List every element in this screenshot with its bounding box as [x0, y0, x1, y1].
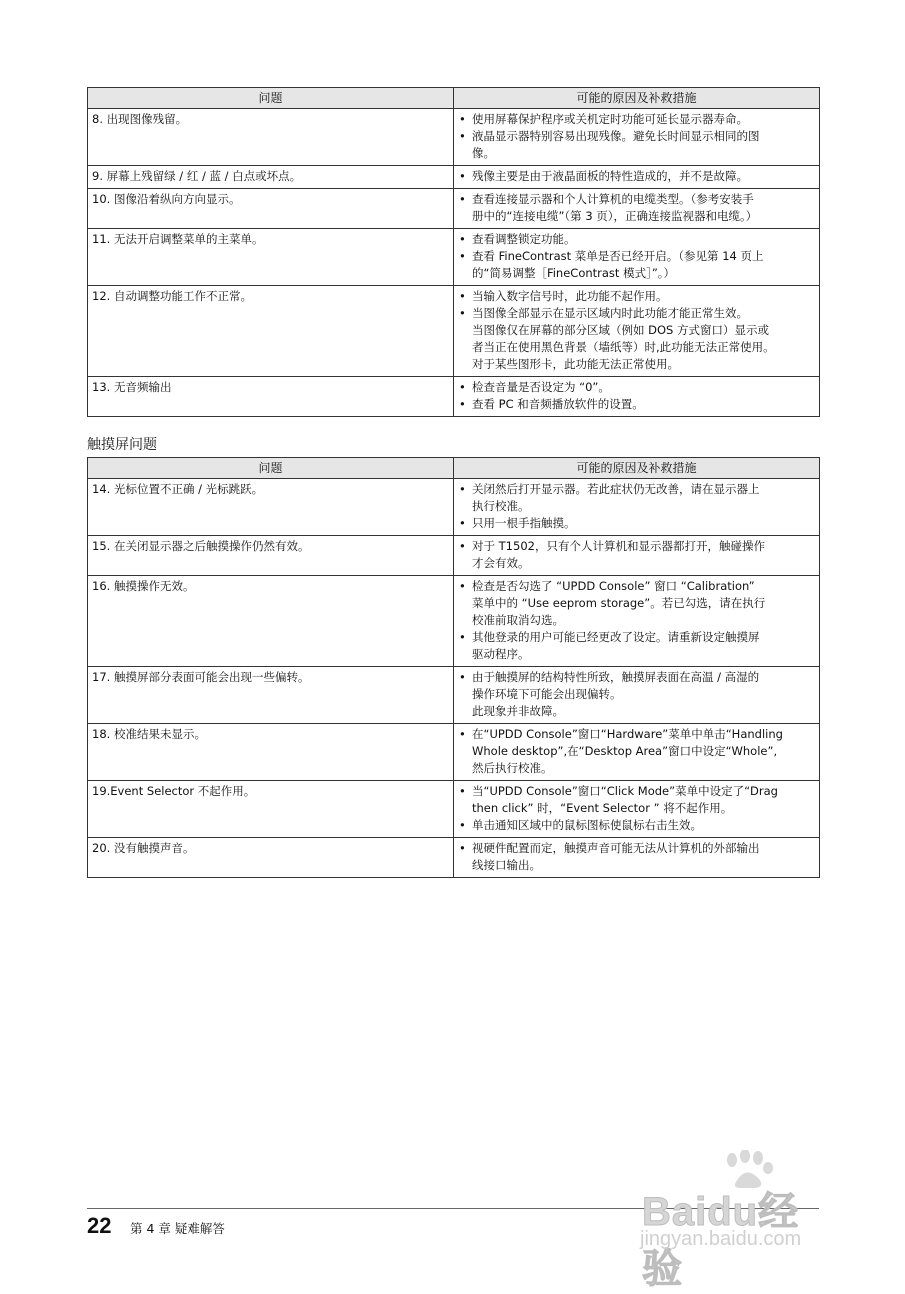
table-row — [88, 838, 820, 878]
problem-cell: 11. 无法开启调整菜单的主菜单。 — [88, 229, 454, 286]
problem-cell: 20. 没有触摸声音。 — [88, 838, 454, 878]
bullet-icon: • — [459, 249, 466, 263]
solution-cell — [454, 667, 820, 724]
solution-bullet-line — [458, 481, 815, 498]
bullet-icon: • — [459, 380, 466, 394]
solution-cell — [454, 166, 820, 189]
solution-text: 单击通知区域中的鼠标图标使鼠标右击生效。 — [472, 818, 702, 832]
header-solution: 可能的原因及补救措施 — [454, 88, 820, 109]
solution-cell — [454, 724, 820, 781]
solution-bullet-line — [458, 817, 815, 834]
solution-text: 残像主要是由于液晶面板的特性造成的，并不是故障。 — [472, 169, 748, 183]
problem-cell: 17. 触摸屏部分表面可能会出现一些偏转。 — [88, 667, 454, 724]
solution-text: 执行校准。 — [472, 499, 530, 513]
solution-continuation-line — [458, 646, 815, 663]
solution-continuation-line — [458, 356, 815, 373]
solution-text: 对于某些图形卡，此功能无法正常使用。 — [472, 357, 679, 371]
solution-bullet-line — [458, 128, 815, 145]
problem-cell: 10. 图像沿着纵向方向显示。 — [88, 189, 454, 229]
solution-text: 只用一根手指触摸。 — [472, 516, 576, 530]
solution-continuation-line — [458, 686, 815, 703]
solution-text: 关闭然后打开显示器。若此症状仍无改善，请在显示器上 — [472, 482, 760, 496]
bullet-icon: • — [459, 482, 466, 496]
solution-continuation-line — [458, 265, 815, 282]
solution-cell — [454, 576, 820, 667]
header-problem: 问题 — [88, 458, 454, 479]
solution-bullet-line — [458, 538, 815, 555]
table-row — [88, 479, 820, 536]
header-problem: 问题 — [88, 88, 454, 109]
table-header-row — [88, 458, 820, 479]
solution-text: 对于 T1502，只有个人计算机和显示器都打开，触碰操作 — [472, 539, 765, 553]
solution-continuation-line — [458, 857, 815, 874]
solution-continuation-line — [458, 743, 815, 760]
page-number: 22 — [87, 1213, 112, 1238]
solution-continuation-line — [458, 145, 815, 162]
table-row — [88, 781, 820, 838]
solution-bullet-line — [458, 629, 815, 646]
solution-text: 检查是否勾选了 “UPDD Console” 窗口 “Calibration” — [472, 579, 755, 593]
solution-text: 线接口输出。 — [472, 858, 541, 872]
problem-cell: 15. 在关闭显示器之后触摸操作仍然有效。 — [88, 536, 454, 576]
solution-text: 当输入数字信号时，此功能不起作用。 — [472, 289, 668, 303]
problem-cell: 18. 校准结果未显示。 — [88, 724, 454, 781]
table-row — [88, 166, 820, 189]
solution-bullet-line — [458, 231, 815, 248]
bullet-icon: • — [459, 670, 466, 684]
chapter-label: 第 4 章 疑难解答 — [130, 1221, 225, 1236]
table-row — [88, 536, 820, 576]
solution-text: 校准前取消勾选。 — [472, 613, 564, 627]
troubleshooting-table-touch — [87, 457, 820, 878]
solution-bullet-line — [458, 396, 815, 413]
solution-text: 菜单中的 “Use eeprom storage”。若已勾选，请在执行 — [472, 596, 766, 610]
table-row — [88, 576, 820, 667]
solution-text: 查看调整锁定功能。 — [472, 232, 576, 246]
section-heading-touch: 触摸屏问题 — [87, 437, 157, 453]
solution-continuation-line — [458, 555, 815, 572]
bullet-icon: • — [459, 232, 466, 246]
problem-cell: 12. 自动调整功能工作不正常。 — [88, 286, 454, 377]
solution-continuation-line — [458, 208, 815, 225]
solution-cell — [454, 536, 820, 576]
bullet-icon: • — [459, 289, 466, 303]
solution-text: 册中的“连接电缆”（第 3 页），正确连接监视器和电缆。） — [472, 209, 758, 223]
table-row — [88, 377, 820, 417]
solution-bullet-line — [458, 783, 815, 800]
problem-cell: 16. 触摸操作无效。 — [88, 576, 454, 667]
watermark-brand: Baidu经验 — [642, 1190, 800, 1291]
bullet-icon: • — [459, 841, 466, 855]
table-header-row — [88, 88, 820, 109]
solution-cell — [454, 838, 820, 878]
solution-bullet-line — [458, 248, 815, 265]
problem-cell: 9. 屏幕上残留绿 / 红 / 蓝 / 白点或坏点。 — [88, 166, 454, 189]
solution-continuation-line — [458, 703, 815, 720]
solution-continuation-line — [458, 760, 815, 777]
solution-cell — [454, 189, 820, 229]
bullet-icon: • — [459, 516, 466, 530]
solution-continuation-line — [458, 339, 815, 356]
solution-bullet-line — [458, 288, 815, 305]
solution-text: 操作环境下可能会出现偏转。 — [472, 687, 622, 701]
solution-text: 使用屏幕保护程序或关机定时功能可延长显示器寿命。 — [472, 112, 748, 126]
table-row — [88, 724, 820, 781]
solution-text: 当“UPDD Console”窗口“Click Mode”菜单中设定了“Drag — [472, 784, 778, 798]
table-row — [88, 667, 820, 724]
solution-text: 查看 PC 和音频播放软件的设置。 — [472, 397, 644, 411]
solution-text: 驱动程序。 — [472, 647, 530, 661]
solution-text: 在“UPDD Console”窗口“Hardware”菜单中单击“Handling — [472, 727, 783, 741]
solution-cell — [454, 781, 820, 838]
bullet-icon: • — [459, 630, 466, 644]
solution-text: 者当正在使用黑色背景（墙纸等）时,此功能无法正常使用。 — [472, 340, 775, 354]
solution-text: 由于触摸屏的结构特性所致，触摸屏表面在高温 / 高湿的 — [472, 670, 760, 684]
solution-bullet-line — [458, 111, 815, 128]
solution-text: 液晶显示器特别容易出现残像。避免长时间显示相同的图 — [472, 129, 760, 143]
bullet-icon: • — [459, 112, 466, 126]
solution-bullet-line — [458, 191, 815, 208]
table-row — [88, 109, 820, 166]
header-solution: 可能的原因及补救措施 — [454, 458, 820, 479]
solution-bullet-line — [458, 840, 815, 857]
bullet-icon: • — [459, 192, 466, 206]
solution-text: 查看 FineContrast 菜单是否已经开启。（参见第 14 页上 — [472, 249, 764, 263]
solution-text: 检查音量是否设定为 “0”。 — [472, 380, 610, 394]
solution-continuation-line — [458, 595, 815, 612]
table-row — [88, 229, 820, 286]
solution-bullet-line — [458, 669, 815, 686]
bullet-icon: • — [459, 539, 466, 553]
watermark-site: jingyan.baidu.com — [640, 1228, 802, 1250]
solution-continuation-line — [458, 322, 815, 339]
solution-bullet-line — [458, 726, 815, 743]
problem-cell: 14. 光标位置不正确 / 光标跳跃。 — [88, 479, 454, 536]
solution-continuation-line — [458, 498, 815, 515]
bullet-icon: • — [459, 169, 466, 183]
solution-text: 视硬件配置而定，触摸声音可能无法从计算机的外部输出 — [472, 841, 760, 855]
solution-text: 当图像仅在屏幕的部分区域（例如 DOS 方式窗口）显示或 — [472, 323, 770, 337]
problem-cell: 13. 无音频输出 — [88, 377, 454, 417]
solution-text: Whole desktop”,在“Desktop Area”窗口中设定“Whole”, — [472, 744, 778, 758]
solution-cell — [454, 229, 820, 286]
solution-bullet-line — [458, 168, 815, 185]
table-body — [88, 479, 820, 878]
solution-text: 其他登录的用户可能已经更改了设定。请重新设定触摸屏 — [472, 630, 760, 644]
solution-cell — [454, 479, 820, 536]
table-row — [88, 189, 820, 229]
bullet-icon: • — [459, 129, 466, 143]
table-row — [88, 286, 820, 377]
bullet-icon: • — [459, 579, 466, 593]
solution-bullet-line — [458, 305, 815, 322]
bullet-icon: • — [459, 784, 466, 798]
solution-continuation-line — [458, 800, 815, 817]
solution-bullet-line — [458, 379, 815, 396]
problem-cell: 19.Event Selector 不起作用。 — [88, 781, 454, 838]
solution-text: 像。 — [472, 146, 495, 160]
bullet-icon: • — [459, 818, 466, 832]
solution-text: 才会有效。 — [472, 556, 530, 570]
problem-cell: 8. 出现图像残留。 — [88, 109, 454, 166]
solution-cell — [454, 286, 820, 377]
baidu-watermark — [640, 1150, 840, 1291]
solution-text: then click” 时，“Event Selector ” 将不起作用。 — [472, 801, 733, 815]
solution-bullet-line — [458, 515, 815, 532]
solution-cell — [454, 377, 820, 417]
bullet-icon: • — [459, 306, 466, 320]
solution-text: 的“简易调整［FineContrast 模式］”。） — [472, 266, 676, 280]
solution-text: 然后执行校准。 — [472, 761, 553, 775]
troubleshooting-table-general — [87, 87, 820, 417]
bullet-icon: • — [459, 727, 466, 741]
solution-text: 此现象并非故障。 — [472, 704, 564, 718]
table-body — [88, 109, 820, 417]
solution-cell — [454, 109, 820, 166]
solution-text: 查看连接显示器和个人计算机的电缆类型。（参考安装手 — [472, 192, 754, 206]
bullet-icon: • — [459, 397, 466, 411]
solution-continuation-line — [458, 612, 815, 629]
solution-bullet-line — [458, 578, 815, 595]
solution-text: 当图像全部显示在显示区域内时此功能才能正常生效。 — [472, 306, 748, 320]
